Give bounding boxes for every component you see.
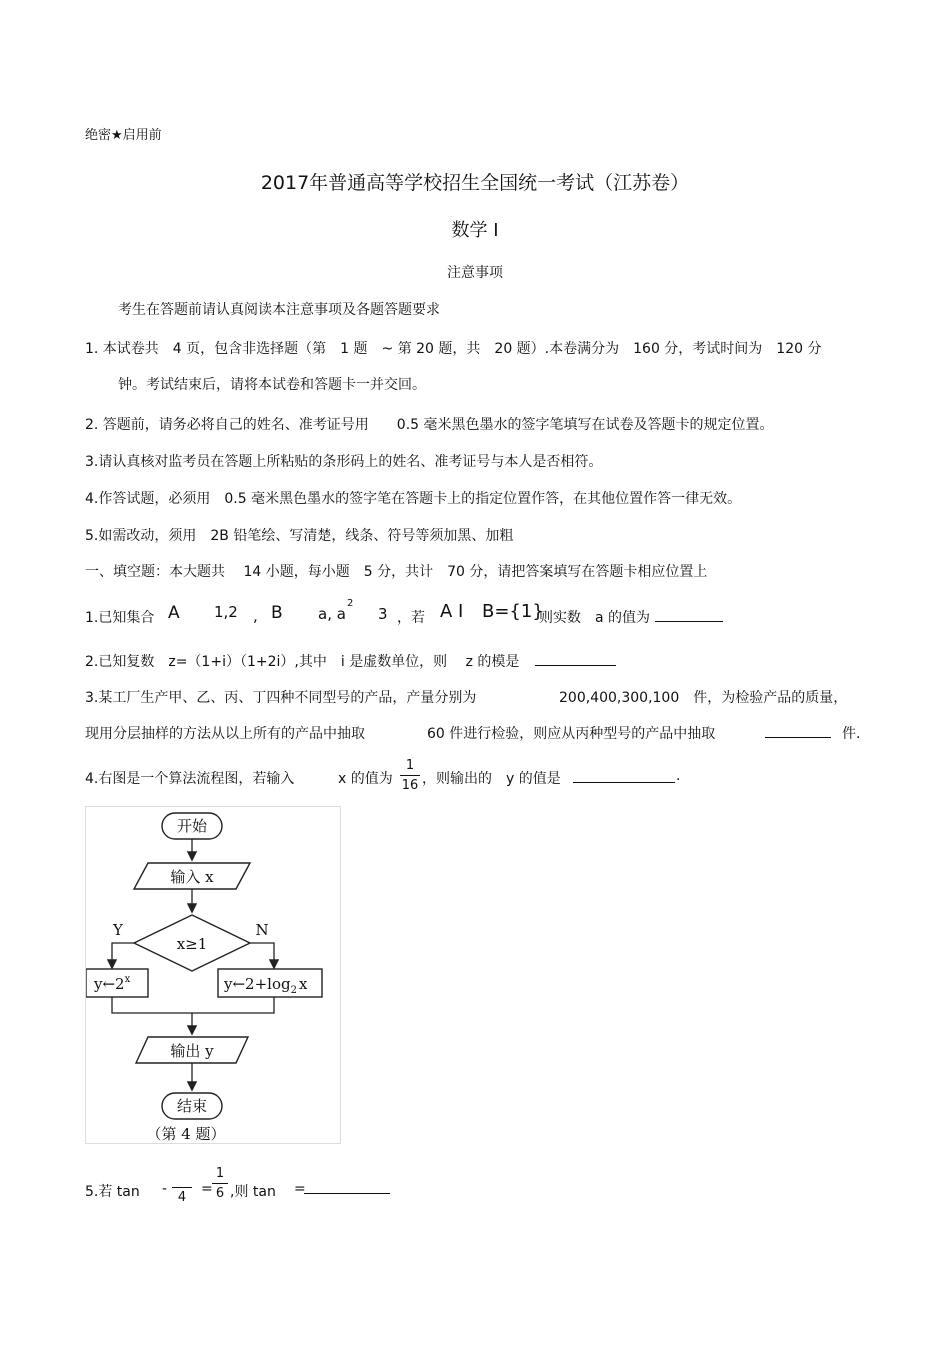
q5-eq: = [201, 1181, 213, 1197]
flowchart-caption: （第 4 题） [146, 1125, 226, 1143]
q5-num1: 1 [215, 1166, 225, 1181]
q1-set-b: B [271, 603, 283, 623]
q3-line2a: 现用分层抽样的方法从以上所有的产品中抽取 [85, 726, 365, 742]
q1-intersection: A I [440, 601, 464, 622]
start-label: 开始 [176, 817, 208, 835]
q5-pre: 5.若 tan [85, 1184, 140, 1200]
notice-item-1: 1. 本试卷共 4 页，包含非选择题（第 1 题 ~ 第 20 题，共 20 题）.本卷满分为 160 分，考试时间为 120 分 [85, 341, 822, 357]
q4-post: ，则输出的 y 的值是 [422, 771, 561, 787]
secret-label: 绝密★启用前 [85, 128, 162, 143]
output-label: 输出 y [170, 1042, 214, 1060]
notice-item-4: 4.作答试题，必须用 0.5 毫米黑色墨水的签字笔在答题卡上的指定位置作答，在其他位置作答一律无效。 [85, 491, 742, 507]
right-box-text: y←2+log [224, 975, 291, 993]
q4-x: x 的值为 [338, 771, 393, 787]
q4-end: . [676, 768, 681, 784]
q5-den4: 4 [177, 1190, 187, 1205]
yes-label: Y [113, 921, 123, 939]
q5-fraction-1-6 [212, 1166, 228, 1201]
q5-post: ,则 tan [230, 1184, 276, 1200]
q4-numerator: 1 [405, 758, 415, 773]
q1-if: ，若 [397, 610, 425, 626]
end-label: 结束 [176, 1097, 208, 1115]
input-label: 输入 x [170, 868, 214, 886]
left-box-text: y←2 [94, 975, 125, 993]
q5-den6: 6 [215, 1186, 225, 1201]
q5-fraction-pi4 [172, 1170, 192, 1205]
q2-answer-blank[interactable] [535, 651, 616, 666]
q1-result: B={1} [482, 601, 544, 622]
q3-line2b: 60 件进行检验，则应从丙种型号的产品中抽取 [427, 726, 716, 742]
exam-title: 2017年普通高等学校招生全国统一考试（江苏卷） [260, 172, 690, 194]
no-label: N [255, 921, 269, 939]
q5-answer-blank[interactable] [304, 1179, 390, 1194]
notice-intro: 考生在答题前请认真阅读本注意事项及各题答题要求 [118, 302, 440, 318]
q5-eq2: = [294, 1181, 306, 1197]
q3-line1a: 3.某工厂生产甲、乙、丙、丁四种不同型号的产品，产量分别为 [85, 690, 477, 706]
q1-pre: 1.已知集合 [85, 610, 155, 626]
left-box-sup: x [124, 974, 131, 985]
q1-superscript: 2 [347, 598, 354, 609]
q1-set-a: A [168, 603, 180, 623]
q1-answer-blank[interactable] [655, 607, 723, 622]
notice-item-5: 5.如需改动，须用 2B 铅笔绘、写清楚，线条、符号等须加黑、加粗 [85, 528, 514, 544]
right-box-var: x [298, 975, 308, 993]
q4-fraction [400, 758, 420, 793]
q3-answer-blank[interactable] [765, 723, 831, 738]
q4-denominator: 16 [401, 778, 419, 793]
q1-three: 3 [378, 605, 388, 623]
flowchart-svg [86, 807, 340, 1143]
notice-item-3: 3.请认真核对监考员在答题上所粘贴的条形码上的姓名、准考证号与本人是否相符。 [85, 454, 603, 470]
q1-comma: , [253, 607, 258, 625]
flowchart [85, 806, 341, 1144]
exam-subtitle: 数学 Ⅰ [451, 220, 499, 241]
q1-set-b-elems: a, a [318, 605, 346, 623]
q3-unit: 件. [842, 726, 861, 742]
q5-minus: - [162, 1181, 168, 1197]
notice-item-2: 2. 答题前，请务必将自己的姓名、准考证号用 0.5 毫米黑色墨水的签字笔填写在试卷及答题卡的规定位置。 [85, 417, 774, 433]
q2-text: 2.已知复数 z=（1+i）（1+2i）,其中 i 是虚数单位，则 z 的模是 [85, 654, 520, 670]
q4-answer-blank[interactable] [573, 768, 675, 783]
condition-label: x≥1 [176, 935, 208, 953]
section-fill-in: 一、填空题：本大题共 14 小题，每小题 5 分，共计 70 分，请把答案填写在答题卡相应位置上 [85, 564, 708, 580]
q4-pre: 4.右图是一个算法流程图，若输入 [85, 771, 295, 787]
q3-line1b: 200,400,300,100 件，为检验产品的质量， [559, 690, 848, 706]
q1-post: 则实数 a 的值为 [539, 610, 651, 626]
notice-heading: 注意事项 [447, 265, 503, 281]
right-box-sub: 2 [290, 985, 297, 996]
notice-item-1-cont: 钟。考试结束后，请将本试卷和答题卡一并交回。 [118, 377, 426, 393]
q1-set-a-elems: 1,2 [214, 603, 238, 621]
